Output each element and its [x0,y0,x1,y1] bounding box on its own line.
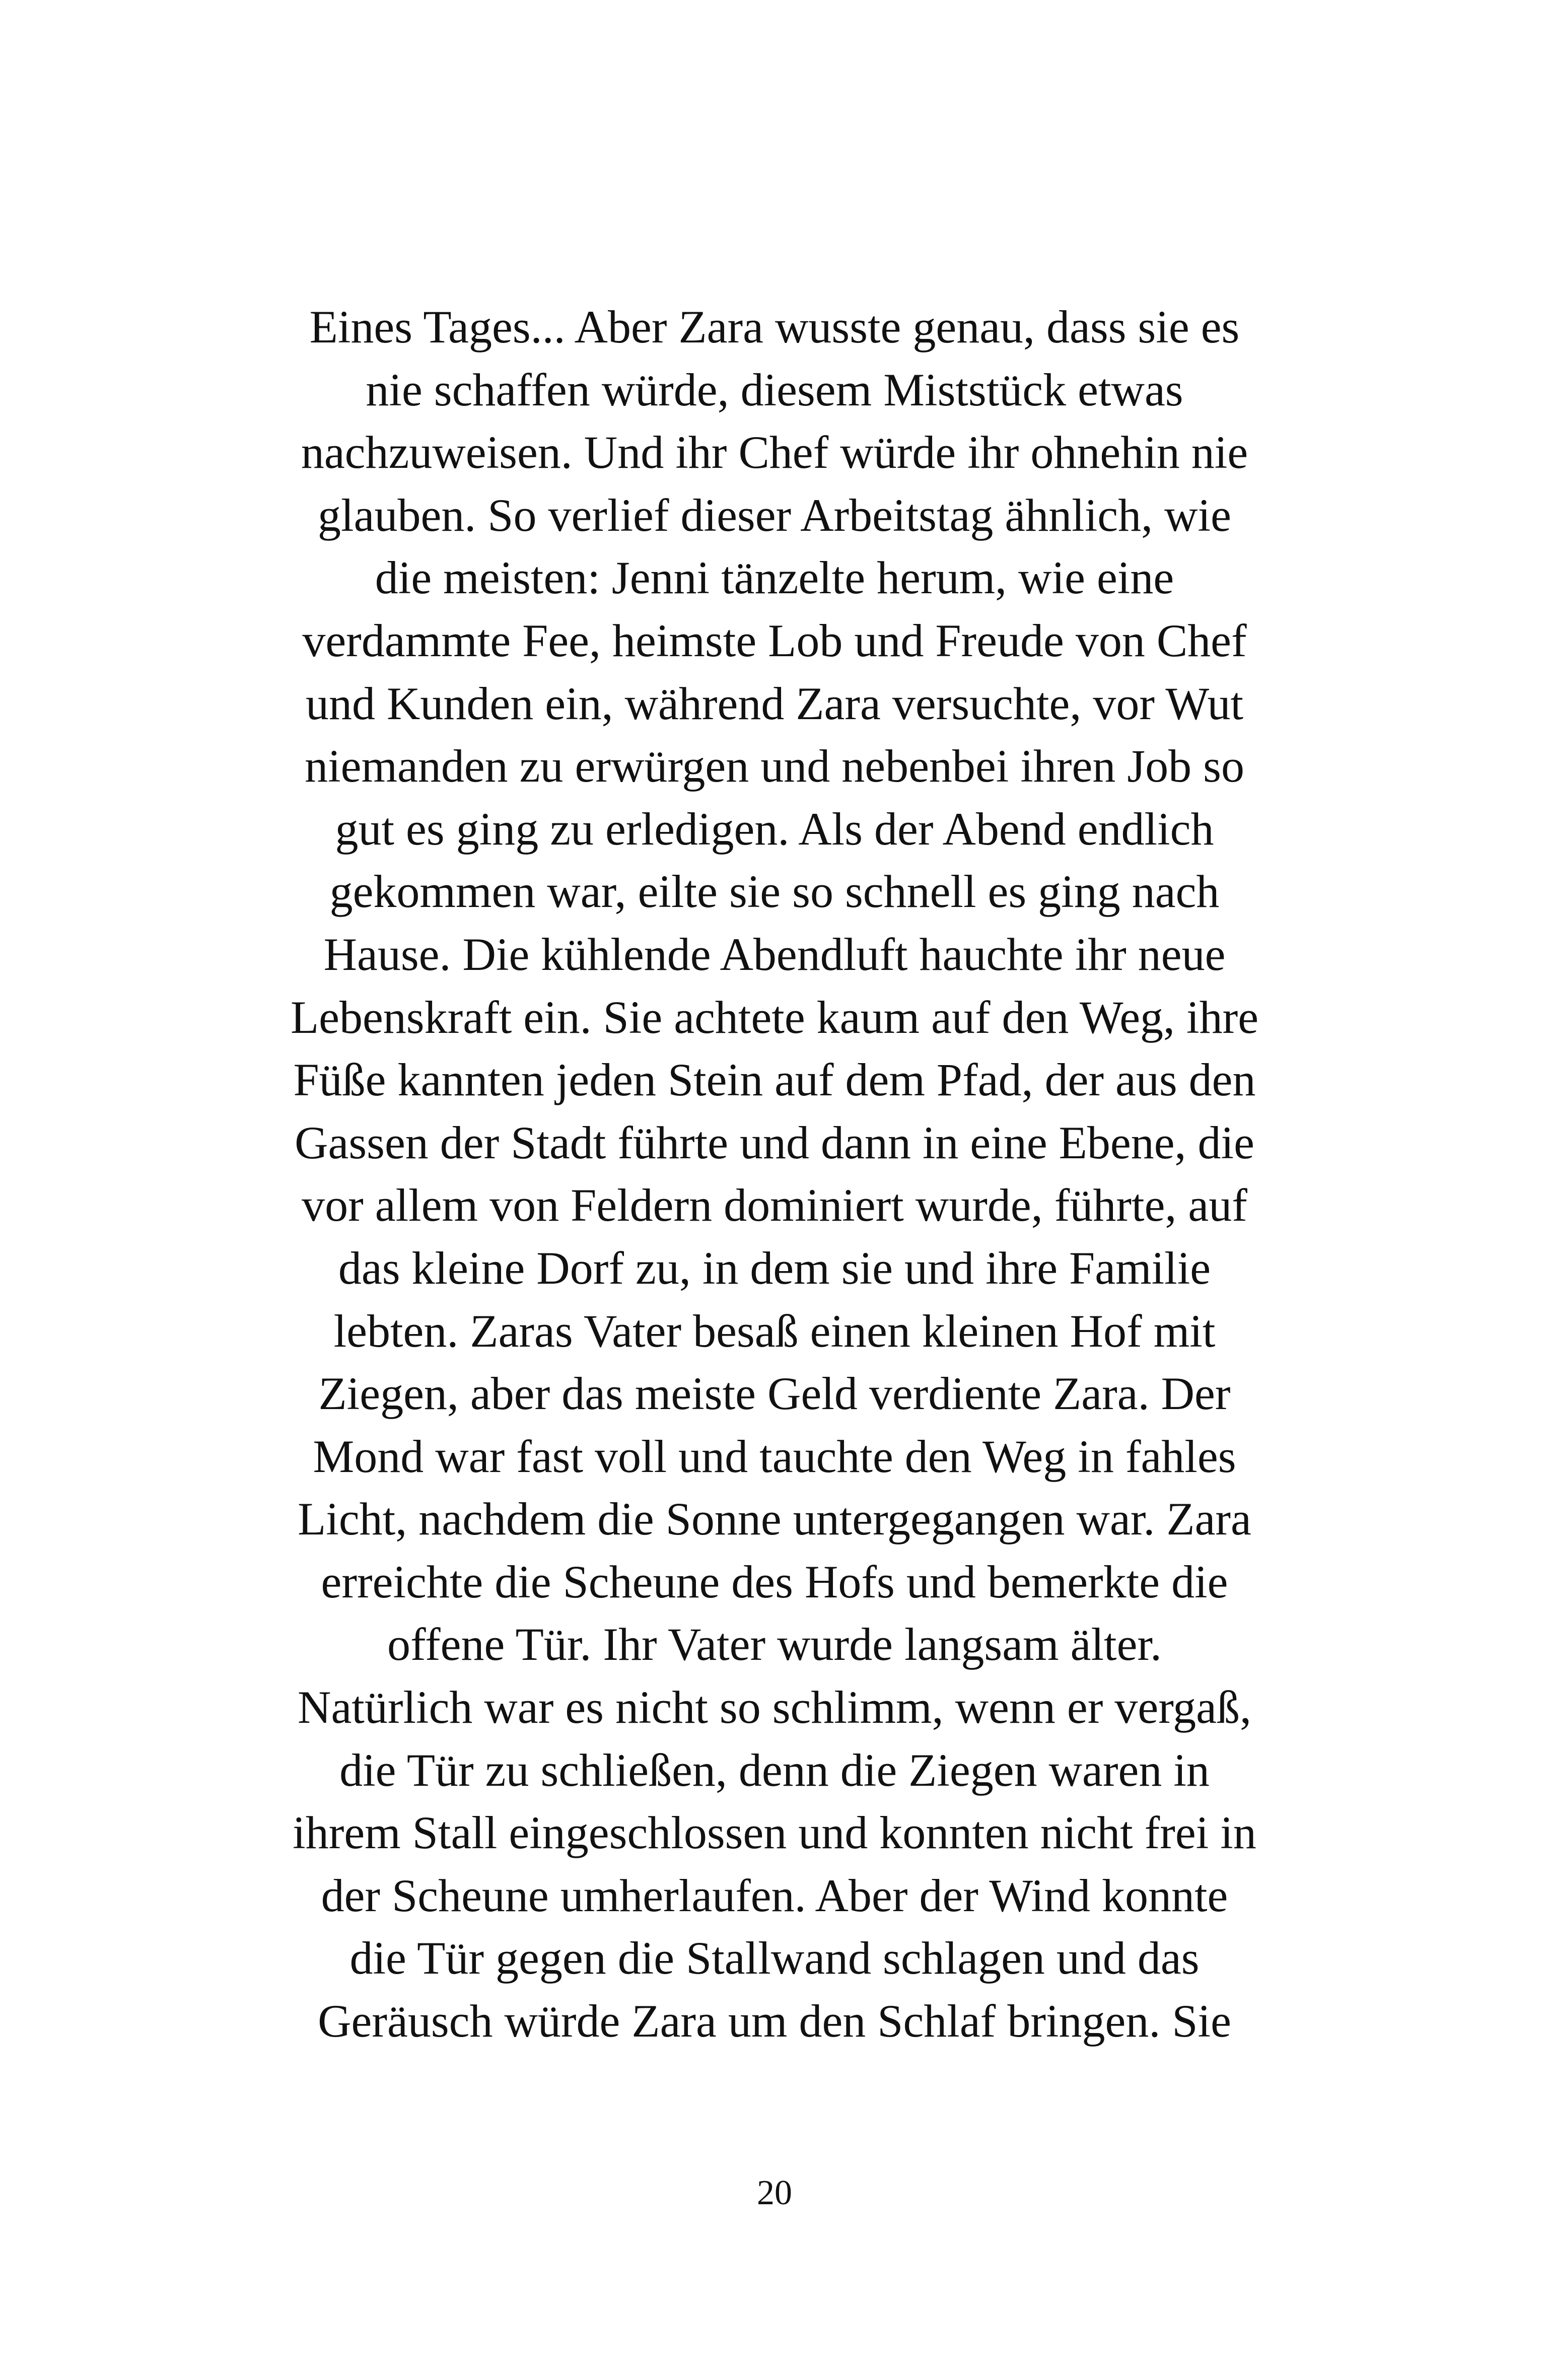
text-line: Mond war fast voll und tauchte den Weg in fahles [313,1430,1236,1482]
text-line: vor allem von Feldern dominiert wurde, führte, auf [302,1179,1247,1231]
text-line: Lebenskraft ein. Sie achtete kaum auf den Weg, ihre [290,991,1259,1043]
text-line: ihrem Stall eingeschlossen und konnten nicht frei in [293,1807,1256,1859]
text-line: Gassen der Stadt führte und dann in eine Ebene, die [295,1116,1254,1168]
text-line: erreichte die Scheune des Hofs und bemerkte die [321,1556,1228,1607]
text-line: nachzuweisen. Und ihr Chef würde ihr ohnehin nie [301,427,1248,478]
text-line: Geräusch würde Zara um den Schlaf bringen. Sie [318,1995,1231,2047]
text-line: das kleine Dorf zu, in dem sie und ihre Familie [338,1242,1211,1294]
text-line: niemanden zu erwürgen und nebenbei ihren Job so [305,740,1244,792]
text-line: die meisten: Jenni tänzelte herum, wie eine [375,552,1174,604]
text-line: gut es ging zu erledigen. Als der Abend endlich [335,803,1214,855]
text-line: gekommen war, eilte sie so schnell es ging nach [329,866,1220,918]
text-line: der Scheune umherlaufen. Aber der Wind konnte [321,1869,1228,1921]
text-line: und Kunden ein, während Zara versuchte, vor Wut [305,677,1244,729]
page-number: 20 [757,2174,792,2212]
text-line: verdammte Fee, heimste Lob und Freude von Chef [302,614,1247,666]
text-line: die Tür gegen die Stallwand schlagen und das [349,1932,1200,1984]
text-line: Natürlich war es nicht so schlimm, wenn er vergaß, [298,1682,1251,1733]
body-text [217,296,1332,2053]
text-line: nie schaffen würde, diesem Miststück etwas [366,364,1183,415]
text-line: Füße kannten jeden Stein auf dem Pfad, der aus den [293,1054,1256,1106]
text-line: Eines Tages... Aber Zara wusste genau, dass sie es [309,301,1240,353]
text-line: offene Tür. Ihr Vater wurde langsam älter. [387,1619,1162,1670]
text-line: Ziegen, aber das meiste Geld verdiente Zara. Der [318,1368,1231,1420]
text-line: glauben. So verlief dieser Arbeitstag ähnlich, wie [318,489,1231,541]
text-line: lebten. Zaras Vater besaß einen kleinen Hof mit [333,1305,1216,1357]
text-line: Licht, nachdem die Sonne untergegangen war. Zara [298,1493,1251,1545]
text-line: Hause. Die kühlende Abendluft hauchte ihr neue [323,928,1226,980]
text-line: die Tür zu schließen, denn die Ziegen waren in [339,1744,1210,1796]
